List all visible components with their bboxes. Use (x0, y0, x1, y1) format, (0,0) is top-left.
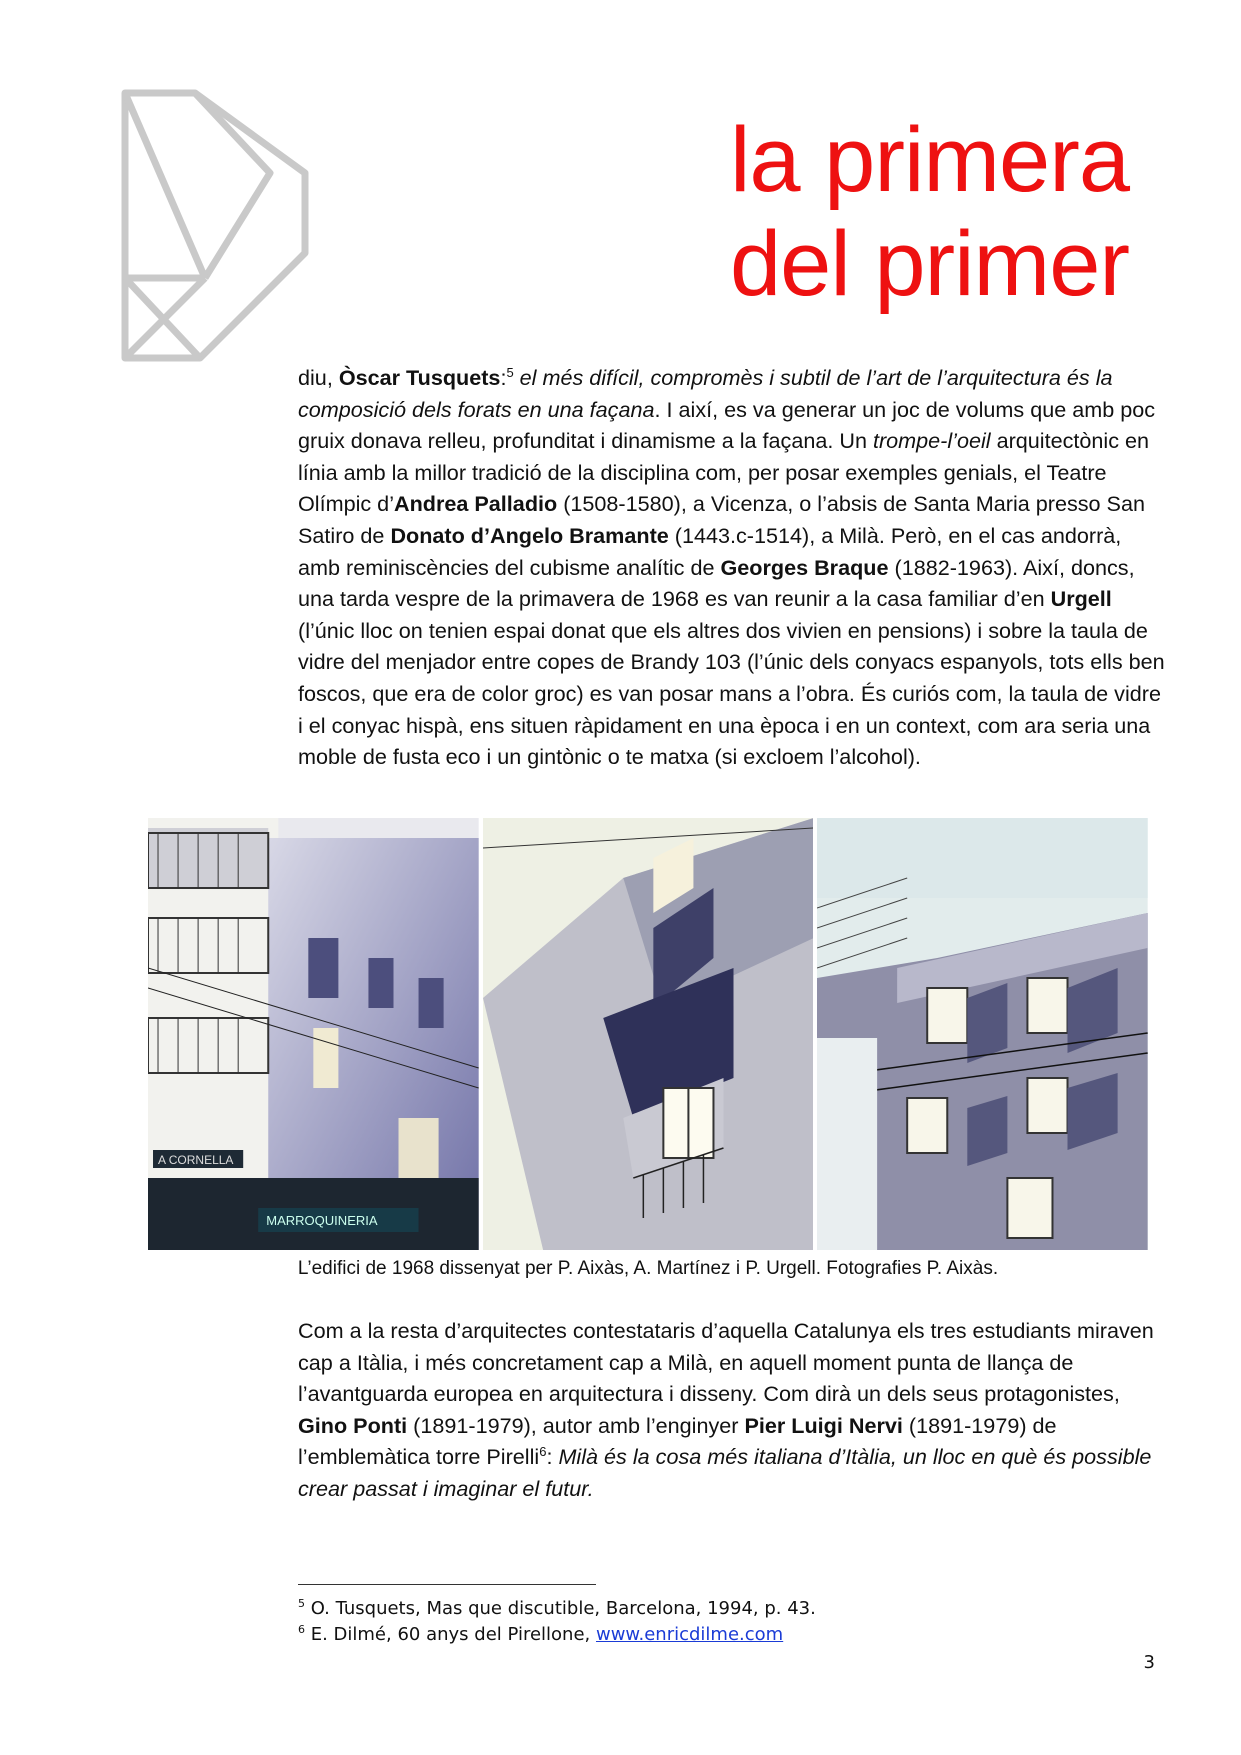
photo-caption: L’edifici de 1968 dissenyat per P. Aixàs, A. Martínez i P. Urgell. Fotografies P. Aixàs. (297, 1258, 999, 1279)
body-paragraph-2: Com a la resta d’arquitectes contestataris d’aquella Catalunya els tres estudiants miraven cap a Itàlia, i més concretament cap a Milà, en aquell moment punta de llança de l’avantguarda europea en arquitectura i disseny. Com dirà un dels seus protagonistes, Gino Ponti (1891-1979), autor amb l’enginyer Pier Luigi Nervi (1891-1979) de l’emblemàtica torre Pirelli$^6$: Milà és la cosa més italiana d’Itàlia, un lloc en què és possible crear passat i imaginar el futur. (298, 1318, 1154, 1501)
photo-strip (148, 818, 1148, 1250)
sign-marroquineria: MARROQUINERIA (266, 1213, 378, 1228)
footnotes (298, 1596, 816, 1648)
footnote-ref-5[interactable]: 5 (506, 364, 514, 380)
footnote-5: $^5$ O. Tusquets, Mas que discutible, Barcelona, 1994, p. 43. (298, 1597, 816, 1619)
title-line-2: del primer (729, 213, 1129, 315)
logo-mark (120, 88, 320, 368)
title-line-1: la primera (729, 109, 1129, 211)
footnote-6: $^6$ E. Dilmé, 60 anys del Pirellone, www.enricdilme.com (298, 1623, 784, 1645)
footnote-link[interactable]: www.enricdilme.com (595, 1624, 784, 1645)
page-number: 3 (1143, 1652, 1155, 1673)
photo-building-corner-view (817, 818, 1148, 1250)
footnote-ref-6[interactable]: 6 (539, 1444, 547, 1460)
photo-building-street-view (148, 818, 479, 1250)
footnote-divider (298, 1584, 596, 1585)
sign-cornella: A CORNELLA (158, 1153, 234, 1167)
photo-building-upward-view (483, 818, 814, 1250)
page-title (730, 108, 1129, 316)
body-paragraph-1: diu, Òscar Tusquets:$^5$ el més difícil, compromès i subtil de l’art de l’arquitectura és la composició dels forats en una façana. I així, es va generar un joc de volums que amb poc gruix donava relleu, profunditat i dinamisme a la façana. Un trompe-l’oeil arquitectònic en línia amb la millor tradició de la disciplina com, per posar exemples genials, el Teatre Olímpic d’Andrea Palladio (1508-1580), a Vicenza, o l’absis de Santa Maria presso San Satiro de Donato d’Angelo Bramante (1443.c-1514), a Milà. Però, en el cas andorrà, amb reminiscències del cubisme analític de Georges Braque (1882-1963). Així, doncs, una tarda vespre de la primavera de 1968 es van reunir a la casa familiar d’en Urgell (l’únic lloc on tenien espai donat que els altres dos vivien en pensions) i sobre la taula de vidre del menjador entre copes de Brandy 103 (l’únic dels conyacs espanyols, tots ells ben foscos, que era de color groc) es van posar mans a l’obra. És curiós com, la taula de vidre i el conyac hispà, ens situen ràpidament en una època i en un context, com ara seria una moble de fusta eco i un gintònic o te matxa (si excloem l’alcohol). (298, 364, 1165, 770)
